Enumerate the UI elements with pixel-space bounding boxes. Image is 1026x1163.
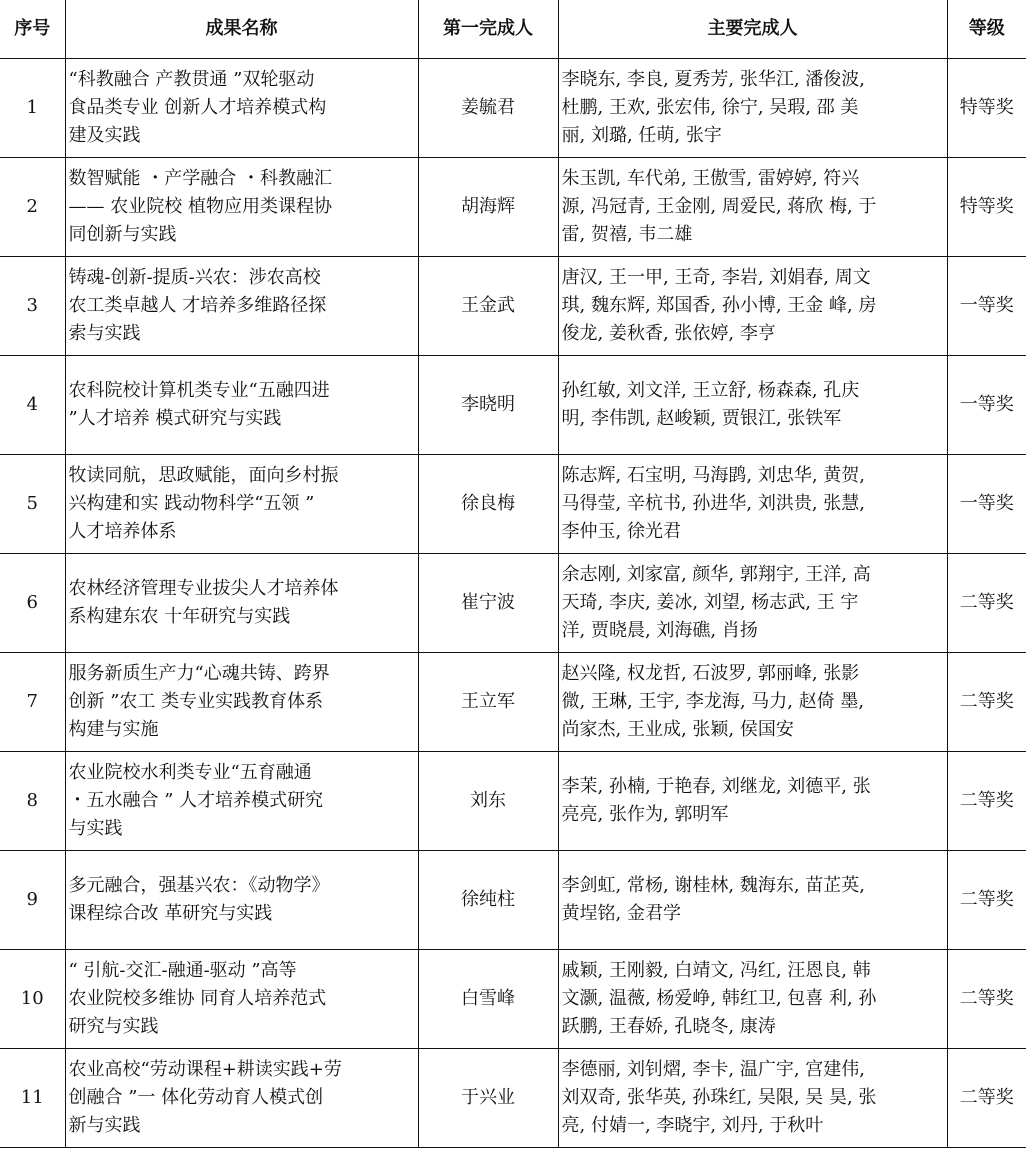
award-level: 二等奖	[947, 1049, 1026, 1148]
first-completer: 王立军	[418, 653, 558, 752]
first-completer: 崔宁波	[418, 554, 558, 653]
award-level: 二等奖	[947, 950, 1026, 1049]
first-completer: 姜毓君	[418, 59, 558, 158]
award-level: 一等奖	[947, 257, 1026, 356]
main-completers: 李德丽, 刘钊熠, 李卡, 温广宇, 宫建伟, 刘双奇, 张华英, 孙珠红, 吴限, 吴 昊, 张 亮, 付婧一, 李晓宇, 刘丹, 于秋叶	[558, 1049, 947, 1148]
header-members: 主要完成人	[558, 0, 947, 59]
table-row	[0, 1049, 1026, 1148]
award-level: 二等奖	[947, 752, 1026, 851]
table-row	[0, 158, 1026, 257]
table-row	[0, 851, 1026, 950]
achievement-title: 多元融合，强基兴农：《动物学》 课程综合改 革研究与实践	[65, 851, 418, 950]
table-row	[0, 554, 1026, 653]
header-level: 等级	[947, 0, 1026, 59]
award-level: 特等奖	[947, 59, 1026, 158]
row-number: 10	[0, 950, 65, 1049]
achievement-title: 农业高校“劳动课程+耕读实践+劳 创融合 ”一 体化劳动育人模式创 新与实践	[65, 1049, 418, 1148]
main-completers: 李茉, 孙楠, 于艳春, 刘继龙, 刘德平, 张 亮亮, 张作为, 郭明军	[558, 752, 947, 851]
first-completer: 徐良梅	[418, 455, 558, 554]
table-row	[0, 653, 1026, 752]
row-number: 1	[0, 59, 65, 158]
main-completers: 戚颖, 王刚毅, 白靖文, 冯红, 汪恩良, 韩 文灏, 温薇, 杨爱峥, 韩红卫, 包喜 利, 孙 跃鹏, 王春娇, 孔晓冬, 康涛	[558, 950, 947, 1049]
main-completers: 陈志辉, 石宝明, 马海鹍, 刘忠华, 黄贺, 马得莹, 辛杭书, 孙进华, 刘洪贵, 张慧, 李仲玉, 徐光君	[558, 455, 947, 554]
award-level: 一等奖	[947, 356, 1026, 455]
row-number: 11	[0, 1049, 65, 1148]
achievement-title: 牧读同航，思政赋能，面向乡村振 兴构建和实 践动物科学“五领 ” 人才培养体系	[65, 455, 418, 554]
header-no: 序号	[0, 0, 65, 59]
award-level: 二等奖	[947, 851, 1026, 950]
row-number: 9	[0, 851, 65, 950]
row-number: 7	[0, 653, 65, 752]
award-level: 二等奖	[947, 554, 1026, 653]
main-completers: 李剑虹, 常杨, 谢桂林, 魏海东, 苗芷英, 黄埕铭, 金君学	[558, 851, 947, 950]
first-completer: 徐纯柱	[418, 851, 558, 950]
first-completer: 于兴业	[418, 1049, 558, 1148]
header-row	[0, 0, 1026, 59]
table-row	[0, 752, 1026, 851]
first-completer: 李晓明	[418, 356, 558, 455]
achievement-title: “ 引航-交汇-融通-驱动 ”高等 农业院校多维协 同育人培养范式 研究与实践	[65, 950, 418, 1049]
main-completers: 余志刚, 刘家富, 颜华, 郭翔宇, 王洋, 高 天琦, 李庆, 姜冰, 刘望, 杨志武, 王 宇 洋, 贾晓晨, 刘海礁, 肖扬	[558, 554, 947, 653]
main-completers: 唐汉, 王一甲, 王奇, 李岩, 刘娟春, 周文 琪, 魏东辉, 郑国香, 孙小博, 王金 峰, 房 俊龙, 姜秋香, 张依婷, 李亨	[558, 257, 947, 356]
first-completer: 王金武	[418, 257, 558, 356]
main-completers: 朱玉凯, 车代弟, 王傲雪, 雷婷婷, 符兴 源, 冯冠青, 王金刚, 周爱民, 蒋欣 梅, 于 雷, 贺禧, 韦二雄	[558, 158, 947, 257]
table-row	[0, 59, 1026, 158]
table-row	[0, 356, 1026, 455]
award-level: 二等奖	[947, 653, 1026, 752]
row-number: 3	[0, 257, 65, 356]
header-title: 成果名称	[65, 0, 418, 59]
main-completers: 李晓东, 李良, 夏秀芳, 张华江, 潘俊波, 杜鹏, 王欢, 张宏伟, 徐宁, 吴瑕, 邵 美 丽, 刘璐, 任萌, 张宇	[558, 59, 947, 158]
main-completers: 赵兴隆, 权龙哲, 石波罗, 郭丽峰, 张影 微, 王琳, 王宇, 李龙海, 马力, 赵倚 墨, 尚家杰, 王业成, 张颖, 侯国安	[558, 653, 947, 752]
achievement-title: 铸魂-创新-提质-兴农：涉农高校 农工类卓越人 才培养多维路径探 索与实践	[65, 257, 418, 356]
row-number: 6	[0, 554, 65, 653]
main-completers: 孙红敏, 刘文洋, 王立舒, 杨森森, 孔庆 明, 李伟凯, 赵峻颖, 贾银江, 张铁军	[558, 356, 947, 455]
achievement-title: 农业院校水利类专业“五育融通 ・五水融合 ” 人才培养模式研究 与实践	[65, 752, 418, 851]
award-level: 特等奖	[947, 158, 1026, 257]
achievement-title: “科教融合 产教贯通 ”双轮驱动 食品类专业 创新人才培养模式构 建及实践	[65, 59, 418, 158]
award-level: 一等奖	[947, 455, 1026, 554]
row-number: 5	[0, 455, 65, 554]
table-row	[0, 950, 1026, 1049]
achievement-title: 农科院校计算机类专业“五融四进 ”人才培养 模式研究与实践	[65, 356, 418, 455]
header-first: 第一完成人	[418, 0, 558, 59]
table-row	[0, 257, 1026, 356]
row-number: 8	[0, 752, 65, 851]
table-row	[0, 455, 1026, 554]
achievement-title: 服务新质生产力“心魂共铸、跨界 创新 ”农工 类专业实践教育体系 构建与实施	[65, 653, 418, 752]
first-completer: 白雪峰	[418, 950, 558, 1049]
achievement-title: 数智赋能 ・产学融合 ・科教融汇 —— 农业院校 植物应用类课程协 同创新与实践	[65, 158, 418, 257]
first-completer: 刘东	[418, 752, 558, 851]
row-number: 4	[0, 356, 65, 455]
first-completer: 胡海辉	[418, 158, 558, 257]
row-number: 2	[0, 158, 65, 257]
achievement-title: 农林经济管理专业拔尖人才培养体 系构建东农 十年研究与实践	[65, 554, 418, 653]
